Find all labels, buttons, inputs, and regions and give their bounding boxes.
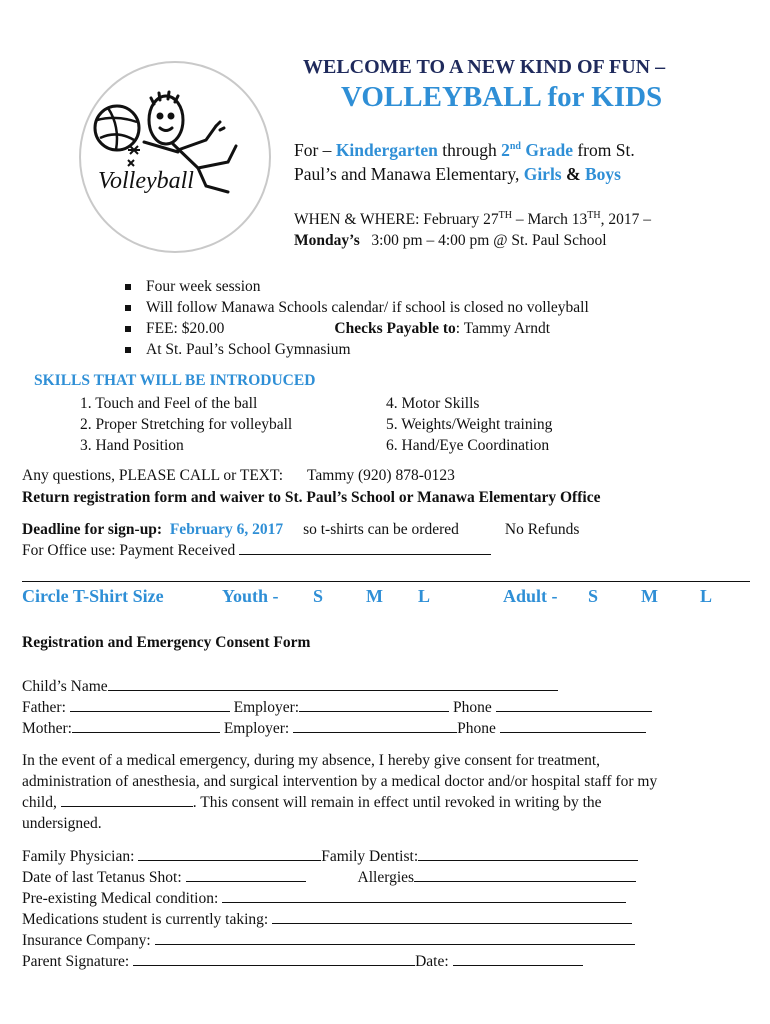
father-employer-label: Employer:: [233, 699, 300, 716]
preexisting-label: Pre-existing Medical condition:: [22, 890, 219, 907]
tetanus-label: Date of last Tetanus Shot:: [22, 869, 182, 886]
father-employer-field[interactable]: [299, 711, 449, 712]
form-title: Registration and Emergency Consent Form: [22, 634, 311, 651]
intro-from: from St.: [577, 140, 635, 160]
intro-boys: Boys: [584, 164, 621, 184]
adult-size-l[interactable]: L: [700, 586, 713, 606]
ball-icon: [95, 106, 139, 150]
when-where: WHEN & WHERE: February 27TH – March 13TH, 2017 –: [294, 210, 652, 229]
header-line1: WELCOME TO A NEW KIND OF FUN –: [303, 56, 666, 78]
child-name-row: [22, 678, 558, 696]
consent-line1: In the event of a medical emergency, during my absence, I hereby give consent for treatment,: [22, 752, 601, 769]
checks-value: : Tammy Arndt: [455, 320, 551, 337]
intro-girls: Girls: [523, 164, 562, 184]
medications-label: Medications student is currently taking:: [22, 911, 269, 928]
intro-kindergarten: Kindergarten: [335, 140, 438, 160]
mother-label: Mother:: [22, 720, 72, 737]
skill-item: 2. Proper Stretching for volleyball: [80, 416, 293, 433]
consent-line3: child, . This consent will remain in effect until revoked in writing by the: [22, 794, 602, 811]
payment-received-field[interactable]: [239, 554, 491, 555]
office-use-line: [22, 542, 491, 560]
skill-item: 1. Touch and Feel of the ball: [80, 395, 258, 412]
deadline-label: Deadline for sign-up:: [22, 521, 163, 538]
dentist-field[interactable]: [418, 860, 638, 861]
info-bullets: [121, 276, 589, 360]
logo-text: Volleyball: [98, 168, 194, 194]
preexisting-row: [22, 890, 626, 908]
skill-item: 4. Motor Skills: [386, 395, 480, 412]
no-refunds: No Refunds: [504, 521, 580, 538]
when-time: [294, 232, 607, 250]
child-name-label: Child’s Name: [22, 678, 108, 695]
skills-left: [80, 393, 292, 456]
intro-amp: &: [566, 164, 581, 184]
return-instructions: Return registration form and waiver to St. Paul’s School or Manawa Elementary Office: [22, 489, 601, 506]
youth-size-m[interactable]: M: [366, 586, 383, 606]
consent-line4: undersigned.: [22, 815, 102, 832]
contact-phone: Tammy (920) 878-0123: [307, 467, 455, 484]
volleyball-logo: [78, 60, 272, 254]
intro-grade-number: 2nd: [501, 140, 521, 160]
bullet-item: Will follow Manawa Schools calendar/ if school is closed no volleyball: [121, 297, 589, 318]
father-label: Father:: [22, 699, 66, 716]
intro-line2: [294, 164, 621, 185]
session-time: 3:00 pm – 4:00 pm @ St. Paul School: [371, 232, 607, 249]
insurance-field[interactable]: [155, 944, 635, 945]
date-label: Date:: [415, 953, 449, 970]
deadline-date: February 6, 2017: [169, 521, 284, 538]
adult-label: Adult -: [503, 586, 558, 606]
allergies-field[interactable]: [414, 881, 636, 882]
skills-heading: SKILLS THAT WILL BE INTRODUCED: [34, 372, 316, 389]
youth-size-s[interactable]: S: [313, 586, 324, 606]
insurance-label: Insurance Company:: [22, 932, 151, 949]
allergies-label: Allergies: [357, 869, 415, 886]
father-phone-label: Phone: [452, 699, 492, 716]
intro-for: For –: [294, 140, 332, 160]
signature-row: [22, 953, 583, 971]
medications-field[interactable]: [272, 923, 632, 924]
skill-item: 6. Hand/Eye Coordination: [386, 437, 550, 454]
mother-row: [22, 720, 646, 738]
skills-right: [386, 393, 552, 456]
adult-size-s[interactable]: S: [588, 586, 599, 606]
questions-label: Any questions, PLEASE CALL or TEXT:: [22, 467, 283, 484]
child-name-field[interactable]: [108, 690, 558, 691]
bullet-item: Four week session: [121, 276, 589, 297]
insurance-row: [22, 932, 635, 950]
dentist-label: Family Dentist:: [321, 848, 419, 865]
consent-line2: administration of anesthesia, and surgical intervention by a medical doctor and/or hospital staff for my: [22, 773, 658, 790]
signature-label: Parent Signature:: [22, 953, 130, 970]
intro-line1: [294, 140, 635, 161]
tetanus-field[interactable]: [186, 881, 306, 882]
intro-schools: Paul’s and Manawa Elementary,: [294, 164, 520, 184]
fee: FEE: $20.00: [146, 320, 225, 337]
consent-child-field[interactable]: [61, 806, 193, 807]
date-field[interactable]: [453, 965, 583, 966]
office-use-label: For Office use: Payment Received: [22, 542, 236, 559]
bullet-item: [121, 318, 589, 339]
divider: [22, 581, 750, 582]
mondays: Monday’s: [294, 232, 360, 249]
medications-row: [22, 911, 632, 929]
deadline-line: [22, 521, 579, 539]
tshirts-note: so t-shirts can be ordered: [303, 521, 459, 538]
adult-size-m[interactable]: M: [641, 586, 658, 606]
youth-size-l[interactable]: L: [418, 586, 431, 606]
physician-label: Family Physician:: [22, 848, 135, 865]
father-phone-field[interactable]: [496, 711, 652, 712]
father-row: [22, 699, 652, 717]
skill-item: 5. Weights/Weight training: [386, 416, 553, 433]
signature-field[interactable]: [133, 965, 415, 966]
intro-grade: Grade: [525, 140, 573, 160]
mother-employer-label: Employer:: [223, 720, 290, 737]
mother-phone-label: Phone: [457, 720, 496, 737]
tshirt-label: Circle T-Shirt Size: [22, 586, 164, 606]
page-title: VOLLEYBALL for KIDS: [341, 81, 663, 113]
skill-item: 3. Hand Position: [80, 437, 184, 454]
tetanus-row: [22, 869, 636, 887]
mother-employer-field[interactable]: [293, 732, 457, 733]
physician-row: [22, 848, 638, 866]
physician-field[interactable]: [138, 860, 321, 861]
mother-name-field[interactable]: [72, 732, 220, 733]
father-name-field[interactable]: [70, 711, 230, 712]
intro-through: through: [442, 140, 497, 160]
youth-label: Youth -: [222, 586, 279, 606]
checks-label: Checks Payable to: [334, 320, 456, 337]
questions-line: [22, 467, 455, 485]
preexisting-field[interactable]: [222, 902, 626, 903]
mother-phone-field[interactable]: [500, 732, 646, 733]
bullet-item: At St. Paul’s School Gymnasium: [121, 339, 589, 360]
